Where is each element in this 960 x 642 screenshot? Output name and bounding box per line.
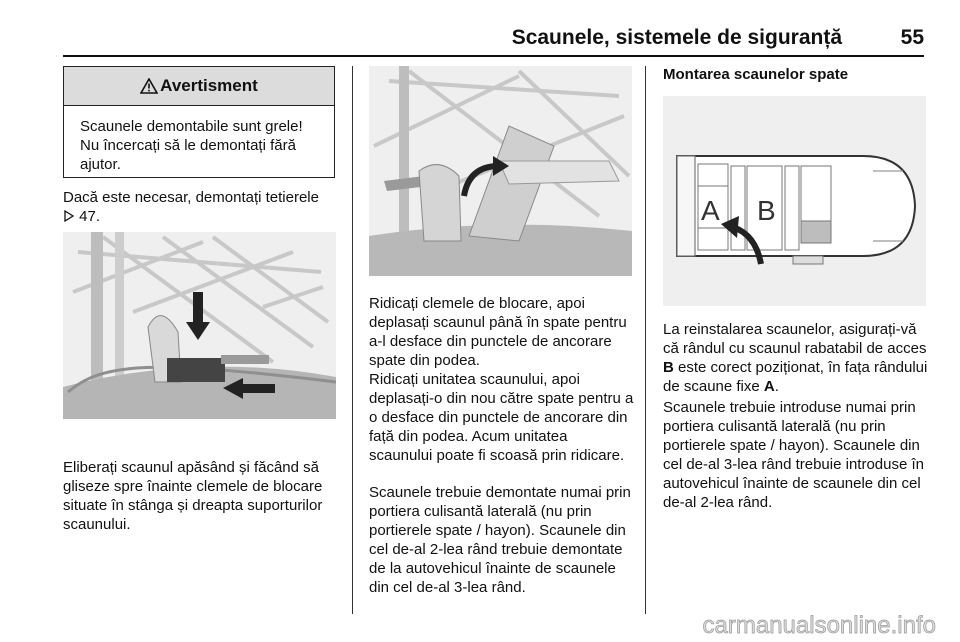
col2-paragraph-3: Scaunele trebuie demontate numai prin portiera culisantă laterală (nu prin portierele spate / hayon). Scaunele din cel de-al 2-lea rând trebuie demontate de la autovehicul înainte de scaunele din cel de-al 3-lea rând. (369, 484, 631, 596)
watermark-text: carmanualsonline.info (702, 612, 936, 639)
col2-paragraph-2: Ridicați unitatea scaunului, apoi deplasați-o din nou către spate pentru a o desface din punctele de ancorare din față din podea. Acum unitatea scaunului poate fi scoasă prin ridicare. (369, 371, 634, 464)
column-divider-1 (352, 66, 353, 614)
page-reference: 47. (79, 208, 101, 225)
warning-box (63, 66, 335, 178)
warning-heading: Avertisment (160, 76, 258, 95)
col3-paragraph-1 (663, 320, 929, 396)
warning-text: Scaunele demontabile sunt grele! Nu încercați să le demontați fără ajutor. (80, 118, 303, 173)
headrest-instruction: Dacă este necesar, demontați tetierele (63, 189, 319, 206)
reinstall-text-2: este corect poziționat, în fața rândului de scaune fixe (663, 359, 928, 395)
page-number: 55 (900, 26, 924, 49)
col1-paragraph-1 (63, 188, 333, 226)
page-reference-triangle-icon (64, 210, 74, 222)
col2-paragraph-1: Ridicați clemele de blocare, apoi deplasați scaunul până în spate pentru a-l desface din punctele de ancorare spate din podea. (369, 295, 627, 369)
seat-lift-illustration (369, 66, 632, 276)
reinstall-text: La reinstalarea scaunelor, asigurați-vă că rândul cu scaunul rabatabil de acces (663, 321, 927, 357)
diagram-label-b: B (757, 195, 776, 226)
warning-header (64, 67, 334, 106)
watermark (560, 608, 940, 640)
warning-triangle-icon (140, 78, 158, 94)
section-heading: Montarea scaunelor spate (663, 66, 849, 83)
col3-paragraph-2: Scaunele trebuie introduse numai prin portiera culisantă laterală (nu prin portierele spate / hayon). Scaunele din cel de-al 3-lea rând trebuie introduse în autovehicul înainte de scaunele din cel de-al 2-lea rând. (663, 399, 924, 511)
seat-layout-diagram (663, 96, 926, 306)
header-rule (63, 55, 924, 57)
diagram-label-a: A (701, 195, 720, 226)
col1-paragraph-2: Eliberați scaunul apăsând și făcând să gliseze spre înainte clemele de blocare situate în stânga și dreapta suporturilor scaunului. (63, 459, 323, 533)
reinstall-text-end: . (774, 378, 779, 395)
seat-b-ref: B (663, 359, 674, 376)
page-header-title: Scaunele, sistemele de siguranță (511, 26, 842, 49)
seat-release-illustration (63, 232, 336, 419)
column-divider-2 (645, 66, 646, 614)
seat-a-ref: A (763, 378, 775, 395)
